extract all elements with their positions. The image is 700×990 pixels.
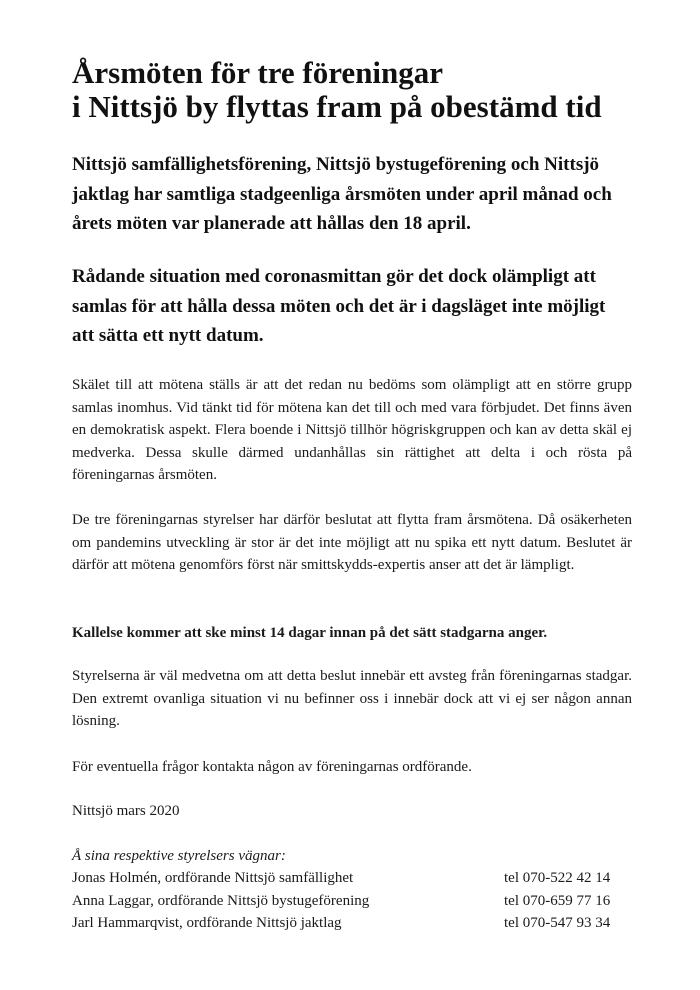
- date-line: Nittsjö mars 2020: [72, 803, 180, 819]
- contact-row: [72, 890, 632, 913]
- contact-row: [72, 867, 632, 890]
- notice-paragraph: Kallelse kommer att ske minst 14 dagar innan på det sätt stadgarna anger.: [72, 625, 548, 641]
- contact-name: Jarl Hammarqvist, ordförande Nittsjö jaktlag: [72, 915, 342, 931]
- contact-list: [72, 867, 632, 935]
- lead-paragraph-2: Rådande situation med coronasmittan gör det dock olämpligt att samlas för att hålla dessa möten och det är i dagsläget inte möjligt att sätta ett nytt datum.: [72, 266, 606, 346]
- contact-name: Jonas Holmén, ordförande Nittsjö samfällighet: [72, 870, 354, 886]
- title-line-1: Årsmöten för tre föreningar: [72, 55, 444, 90]
- body-paragraph-5: För eventuella frågor kontakta någon av föreningarnas ordförande.: [72, 759, 472, 775]
- contact-name: Anna Laggar, ordförande Nittsjö bystugeförening: [72, 892, 370, 909]
- page-title: [72, 56, 632, 124]
- contact-phone: tel 070-547 93 34: [504, 915, 611, 931]
- body-paragraph-1: Skälet till att mötena ställs är att det redan nu bedöms som olämpligt att en större grupp samlas inomhus. Vid tänkt tid för mötena kan det till och med vara förbjudet. Det finns även en demokratisk aspekt. Flera boende i Nittsjö tillhör högriskgruppen och kan av detta skäl ej medverka. Dessa skulle därmed undanhållas sin rättighet att delta i och rösta på föreningarnas årsmöten.: [72, 377, 632, 483]
- title-line-2: i Nittsjö by flyttas fram på obestämd tid: [72, 89, 602, 124]
- contact-row: [72, 912, 632, 935]
- contact-phone: tel 070-659 77 16: [504, 892, 611, 909]
- lead-paragraph-1: Nittsjö samfällighetsförening, Nittsjö bystugeförening och Nittsjö jaktlag har samtliga stadgeenliga årsmöten under april månad och årets möten var planerade att hållas den 18 april.: [72, 154, 612, 234]
- contact-phone: tel 070-522 42 14: [504, 870, 611, 886]
- body-paragraph-4: Styrelserna är väl medvetna om att detta beslut innebär ett avsteg från föreningarnas stadgar. Den extremt ovanliga situation vi nu befinner oss i innebär dock att vi ej ser någon annan lösning.: [72, 668, 632, 729]
- body-paragraph-2: De tre föreningarnas styrelser har därför beslutat att flytta fram årsmötena. Då osäkerheten om pandemins utveckling är stor är det inte möjligt att nu spika ett nytt datum. Beslutet är därför att mötena genomförs först när smittskydds-expertis anser att det är lämpligt.: [72, 512, 632, 573]
- closing-line: Å sina respektive styrelsers vägnar:: [72, 848, 286, 864]
